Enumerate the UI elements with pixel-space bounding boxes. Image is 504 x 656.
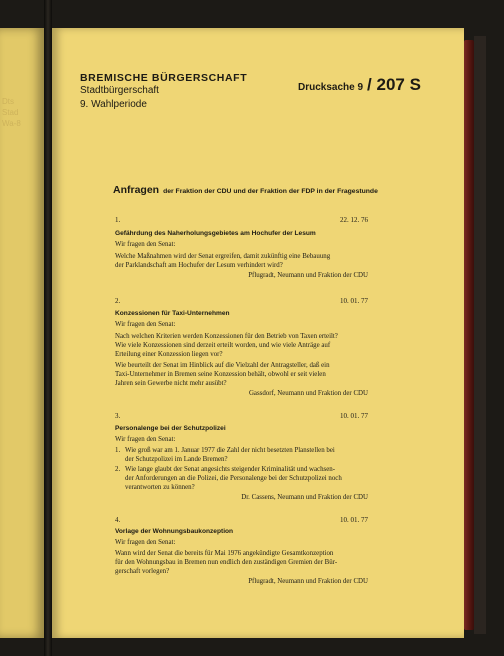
question-date: 22. 12. 76 (340, 216, 368, 224)
question-line: Wie groß war am 1. Januar 1977 die Zahl der nicht besetzten Planstellen bei (125, 447, 335, 454)
parliament-title: BREMISCHE BÜRGERSCHAFT (80, 72, 248, 84)
heading-sub: der Fraktion der CDU und der Fraktion der FDP in der Fragestunde (163, 188, 378, 195)
list-item-number: 1. (115, 447, 121, 454)
question-line: für den Wohnungsbau in Bremen nun endlich den zuständigen Gremien der Bür- (115, 559, 338, 566)
question-intro: Wir fragen den Senat: (115, 321, 176, 328)
book-gutter (44, 0, 52, 656)
question-line: der Anforderungen an die Polizei, die Personalenge bei der Schutzpolizei noch (125, 475, 342, 482)
question-number: 3. (115, 412, 121, 420)
left-page-ghost-text (2, 96, 21, 129)
question-signature: Pflugradt, Neumann und Fraktion der CDU (248, 578, 368, 585)
heading-main: Anfragen (113, 184, 160, 196)
question-signature: Pflugradt, Neumann und Fraktion der CDU (248, 272, 368, 279)
question-number: 4. (115, 516, 121, 524)
question-number: 1. (115, 216, 121, 224)
drucksache-number (298, 75, 421, 95)
legislative-period: 9. Wahlperiode (80, 99, 147, 110)
ghost-line: Wa-8 (2, 119, 21, 128)
left-page (0, 28, 44, 638)
question-title: Personalenge bei der Schutzpolizei (115, 425, 226, 432)
question-line: Nach welchen Kriterien werden Konzessionen für den Betrieb von Taxen erteilt? (115, 333, 338, 340)
question-line: Wie viele Konzessionen sind derzeit erteilt worden, und wie viele Anträge auf (115, 342, 331, 349)
question-line: verantworten zu können? (125, 484, 195, 491)
drucksache-label: Drucksache 9 (298, 82, 364, 93)
question-signature: Dr. Cassens, Neumann und Fraktion der CDU (241, 494, 368, 501)
book-back (474, 36, 486, 634)
question-line: der Parklandschaft am Hochufer der Lesum verhindert wird? (115, 262, 283, 269)
list-item-number: 2. (115, 466, 121, 473)
question-intro: Wir fragen den Senat: (115, 241, 176, 248)
page-edge (464, 40, 474, 630)
question-line: Erteilung einer Konzession liegen vor? (115, 351, 223, 358)
question-signature: Gassdorf, Neumann und Fraktion der CDU (248, 390, 368, 397)
document-heading (113, 180, 378, 198)
chamber-name: Stadtbürgerschaft (80, 85, 159, 96)
question-line: gerschaft vorlegen? (115, 568, 170, 575)
question-intro: Wir fragen den Senat: (115, 539, 176, 546)
question-line: Taxi-Unternehmer in Bremen seine Konzession behält, obwohl er seit vielen (115, 371, 326, 378)
question-line: Wie lange glaubt der Senat angesichts steigender Kriminalität und wachsen- (125, 466, 336, 473)
ghost-line: Dts (2, 97, 14, 106)
question-title: Vorlage der Wohnungsbaukonzeption (115, 528, 234, 535)
question-line: Welche Maßnahmen wird der Senat ergreifen, damit zukünftig eine Bebauung (115, 253, 331, 260)
question-line: der Schutzpolizei im Lande Bremen? (125, 456, 228, 463)
question-line: Wie beurteilt der Senat im Hinblick auf die Vielzahl der Antragsteller, daß ein (115, 362, 330, 369)
question-date: 10. 01. 77 (340, 412, 368, 420)
question-line: Wann wird der Senat die bereits für Mai 1976 angekündigte Gesamtkonzeption (115, 550, 334, 557)
question-number: 2. (115, 297, 121, 305)
question-line: Jahren sein Gewerbe nicht mehr ausübt? (115, 380, 227, 387)
question-date: 10. 01. 77 (340, 297, 368, 305)
question-title: Konzessionen für Taxi-Unternehmen (115, 310, 230, 317)
drucksache-id: / 207 S (367, 75, 421, 94)
question-date: 10. 01. 77 (340, 516, 368, 524)
ghost-line: Stad (2, 108, 19, 117)
question-title: Gefährdung des Naherholungsgebietes am Hochufer der Lesum (115, 230, 316, 237)
question-intro: Wir fragen den Senat: (115, 436, 176, 443)
